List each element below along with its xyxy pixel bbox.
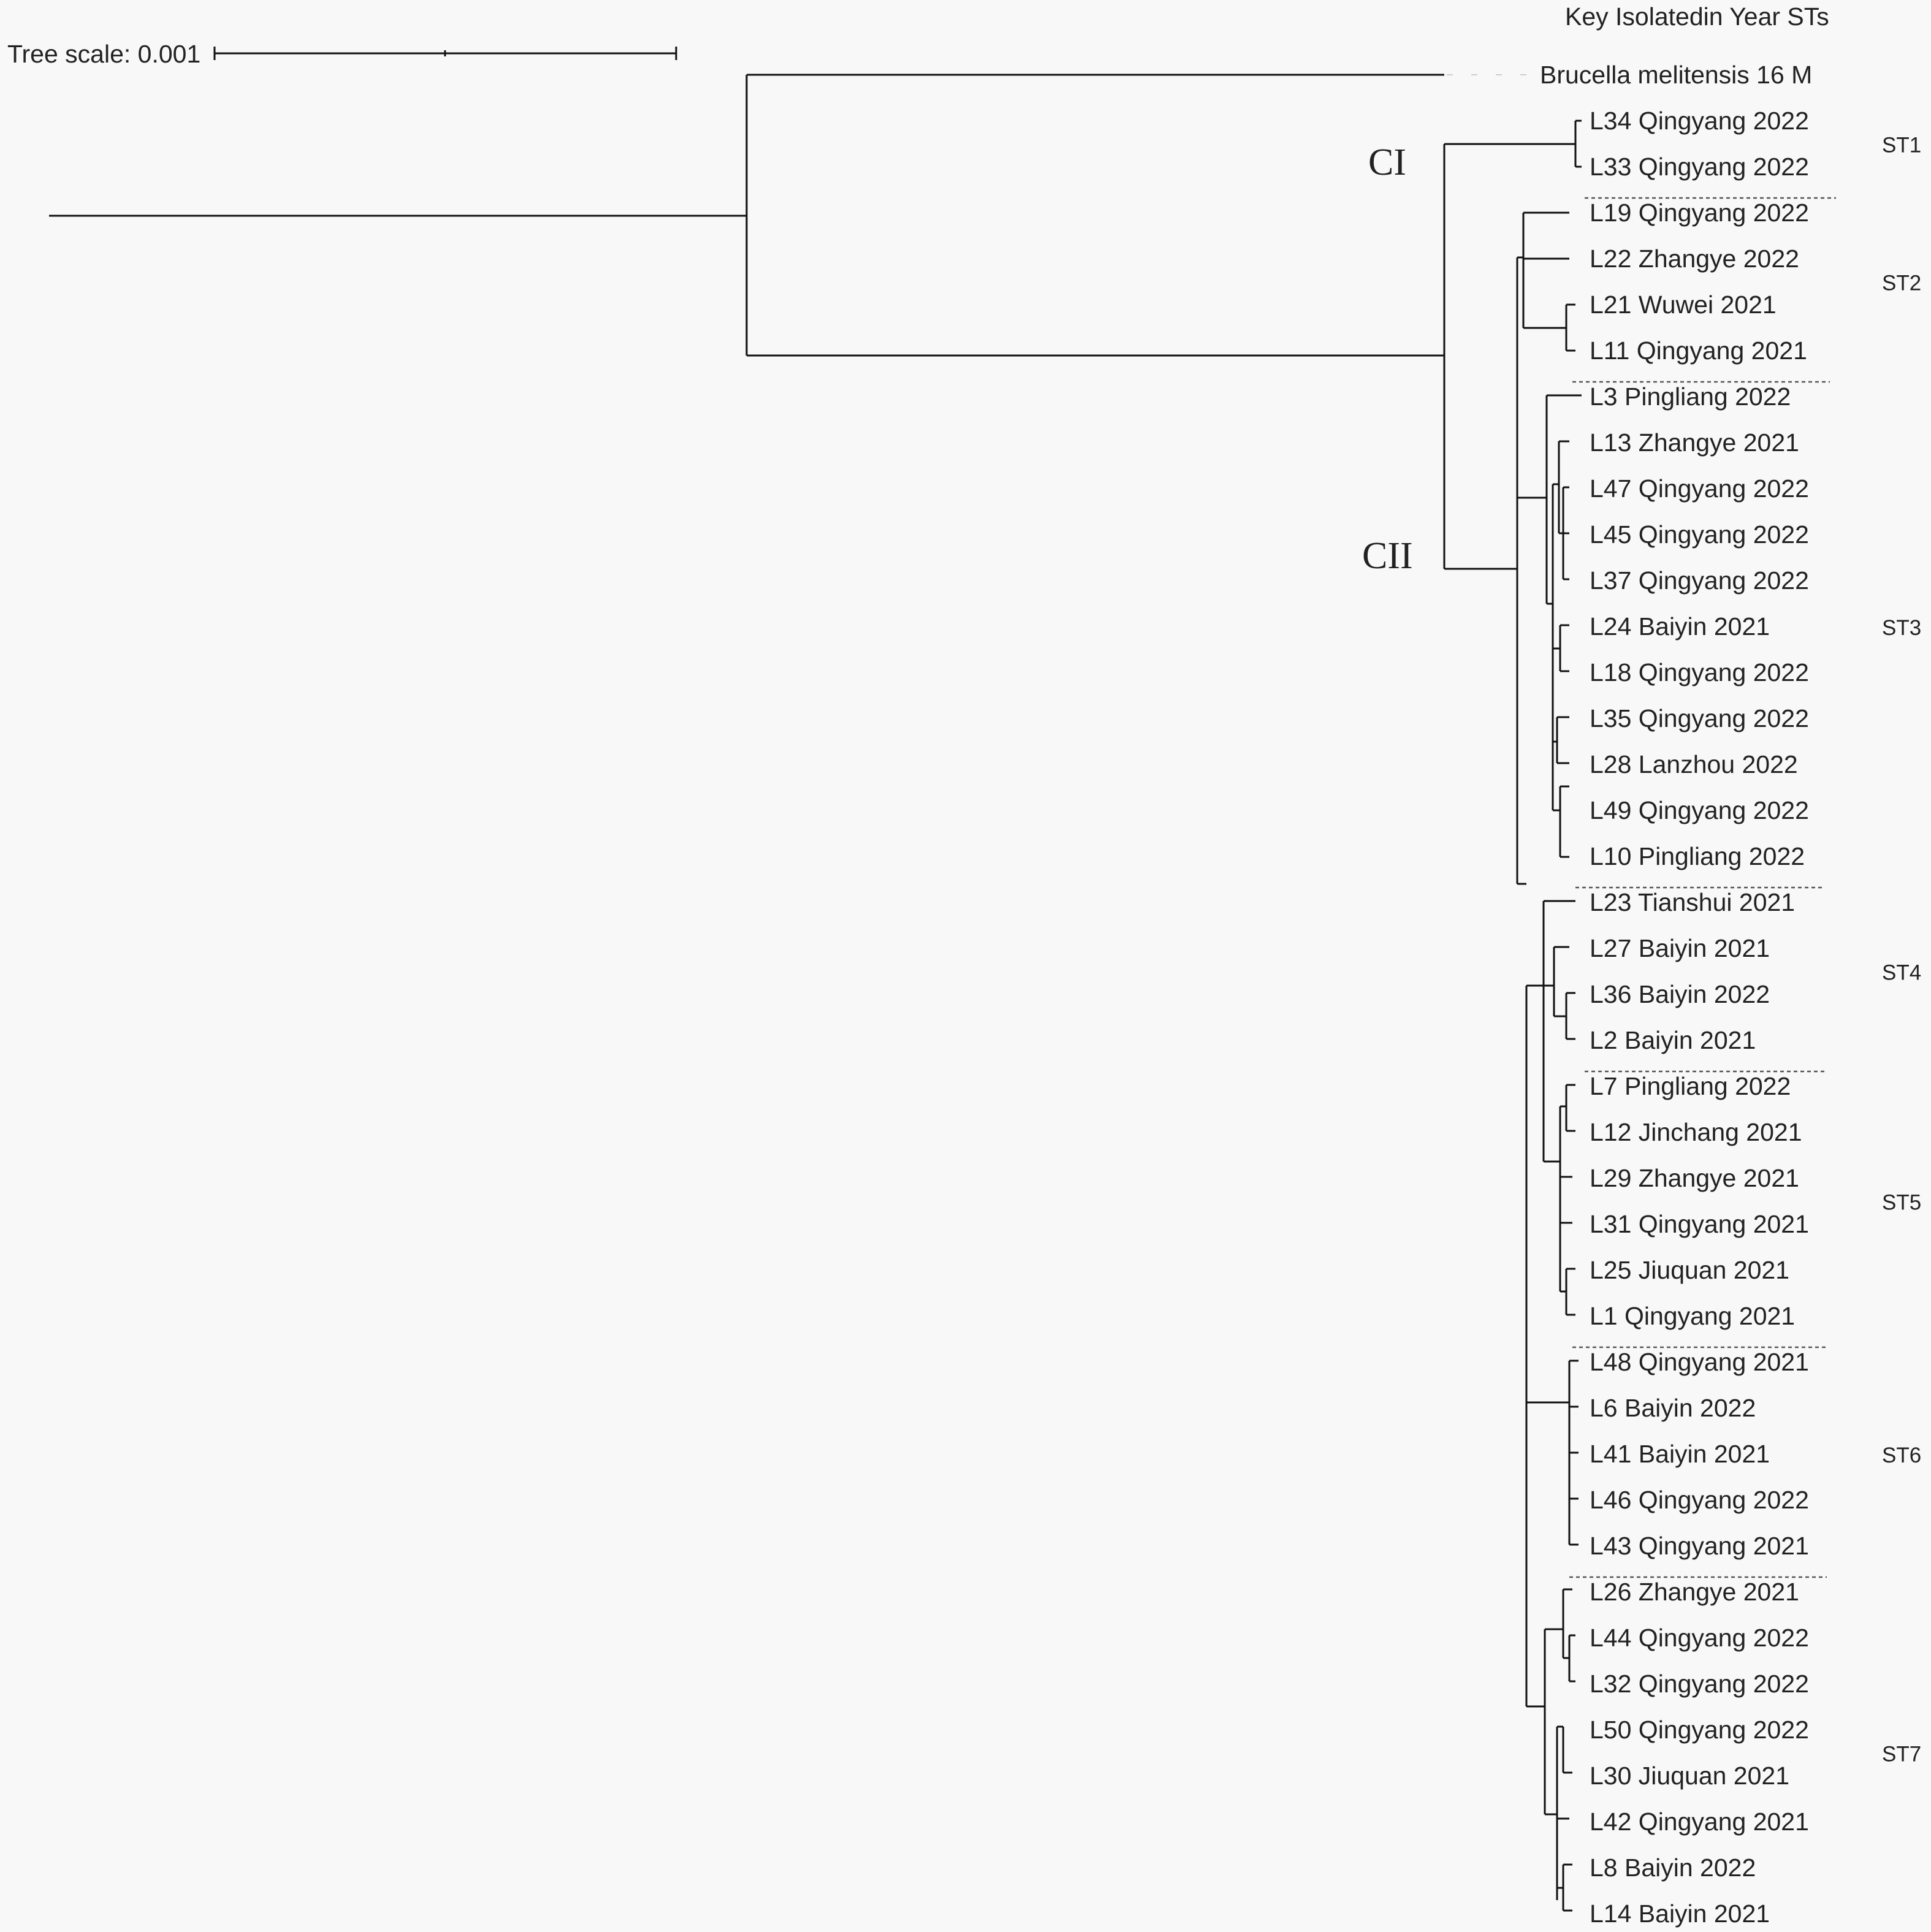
- st-label: ST7: [1882, 1742, 1922, 1767]
- column-header: Key Isolatedin Year STs: [1565, 2, 1829, 31]
- st-label: ST4: [1882, 960, 1922, 985]
- outgroup-label: Brucella melitensis 16 M: [1540, 61, 1813, 89]
- leaf-label: L46 Qingyang 2022: [1590, 1486, 1809, 1514]
- leaf-label: L32 Qingyang 2022: [1590, 1670, 1809, 1698]
- leaf-label: L11 Qingyang 2021: [1590, 337, 1807, 365]
- leaf-label: L45 Qingyang 2022: [1590, 520, 1809, 549]
- leaf-label: L22 Zhangye 2022: [1590, 245, 1799, 273]
- leaf-label: L27 Baiyin 2021: [1590, 934, 1770, 962]
- leaf-label: L21 Wuwei 2021: [1590, 291, 1777, 319]
- leaf-label: L41 Baiyin 2021: [1590, 1440, 1770, 1468]
- leaf-label: L13 Zhangye 2021: [1590, 428, 1799, 457]
- leaf-label: L28 Lanzhou 2022: [1590, 750, 1798, 778]
- tree-branches: [49, 75, 1582, 1911]
- clade-label-cii: CII: [1362, 535, 1413, 577]
- leaf-label: L47 Qingyang 2022: [1590, 474, 1809, 503]
- leaf-label: L49 Qingyang 2022: [1590, 796, 1809, 824]
- leaf-label: L44 Qingyang 2022: [1590, 1624, 1809, 1652]
- leaf-label: L36 Baiyin 2022: [1590, 980, 1770, 1008]
- leaf-label: L18 Qingyang 2022: [1590, 658, 1809, 686]
- tree-scale-label: Tree scale: 0.001: [7, 40, 201, 68]
- leaf-label: L37 Qingyang 2022: [1590, 566, 1809, 595]
- st-label: ST6: [1882, 1443, 1922, 1467]
- st-label: ST3: [1882, 616, 1922, 640]
- leaf-label: L43 Qingyang 2021: [1590, 1532, 1809, 1560]
- leaf-label: L35 Qingyang 2022: [1590, 704, 1809, 732]
- st-label: ST2: [1882, 271, 1922, 295]
- st-label: ST1: [1882, 133, 1922, 158]
- leaf-label: L26 Zhangye 2021: [1590, 1578, 1799, 1606]
- leaf-label: L30 Jiuquan 2021: [1590, 1762, 1790, 1790]
- leaf-label: L3 Pingliang 2022: [1590, 382, 1791, 411]
- leaf-label: L31 Qingyang 2021: [1590, 1210, 1809, 1238]
- leaf-label: L2 Baiyin 2021: [1590, 1026, 1756, 1054]
- leaf-label: L12 Jinchang 2021: [1590, 1118, 1802, 1146]
- tree-scale-bar: [215, 47, 676, 60]
- leaf-label: L8 Baiyin 2022: [1590, 1854, 1756, 1882]
- leaf-label: L29 Zhangye 2021: [1590, 1164, 1799, 1192]
- leaf-label: L10 Pingliang 2022: [1590, 842, 1805, 870]
- leaf-labels: [1590, 107, 1809, 1928]
- leaf-label: L25 Jiuquan 2021: [1590, 1256, 1790, 1284]
- leaf-label: L33 Qingyang 2022: [1590, 153, 1809, 181]
- leaf-label: L6 Baiyin 2022: [1590, 1394, 1756, 1422]
- leaf-label: L24 Baiyin 2021: [1590, 612, 1770, 641]
- leaf-label: L7 Pingliang 2022: [1590, 1072, 1791, 1100]
- leaf-label: L23 Tianshui 2021: [1590, 888, 1796, 916]
- leaf-label: L1 Qingyang 2021: [1590, 1302, 1796, 1330]
- leaf-label: L14 Baiyin 2021: [1590, 1900, 1770, 1928]
- leaf-label: L48 Qingyang 2021: [1590, 1348, 1809, 1376]
- leaf-label: L34 Qingyang 2022: [1590, 107, 1809, 135]
- leaf-label: L19 Qingyang 2022: [1590, 199, 1809, 227]
- st-label: ST5: [1882, 1190, 1922, 1215]
- clade-label-ci: CI: [1368, 142, 1406, 183]
- leaf-label: L42 Qingyang 2021: [1590, 1808, 1809, 1836]
- leaf-label: L50 Qingyang 2022: [1590, 1716, 1809, 1744]
